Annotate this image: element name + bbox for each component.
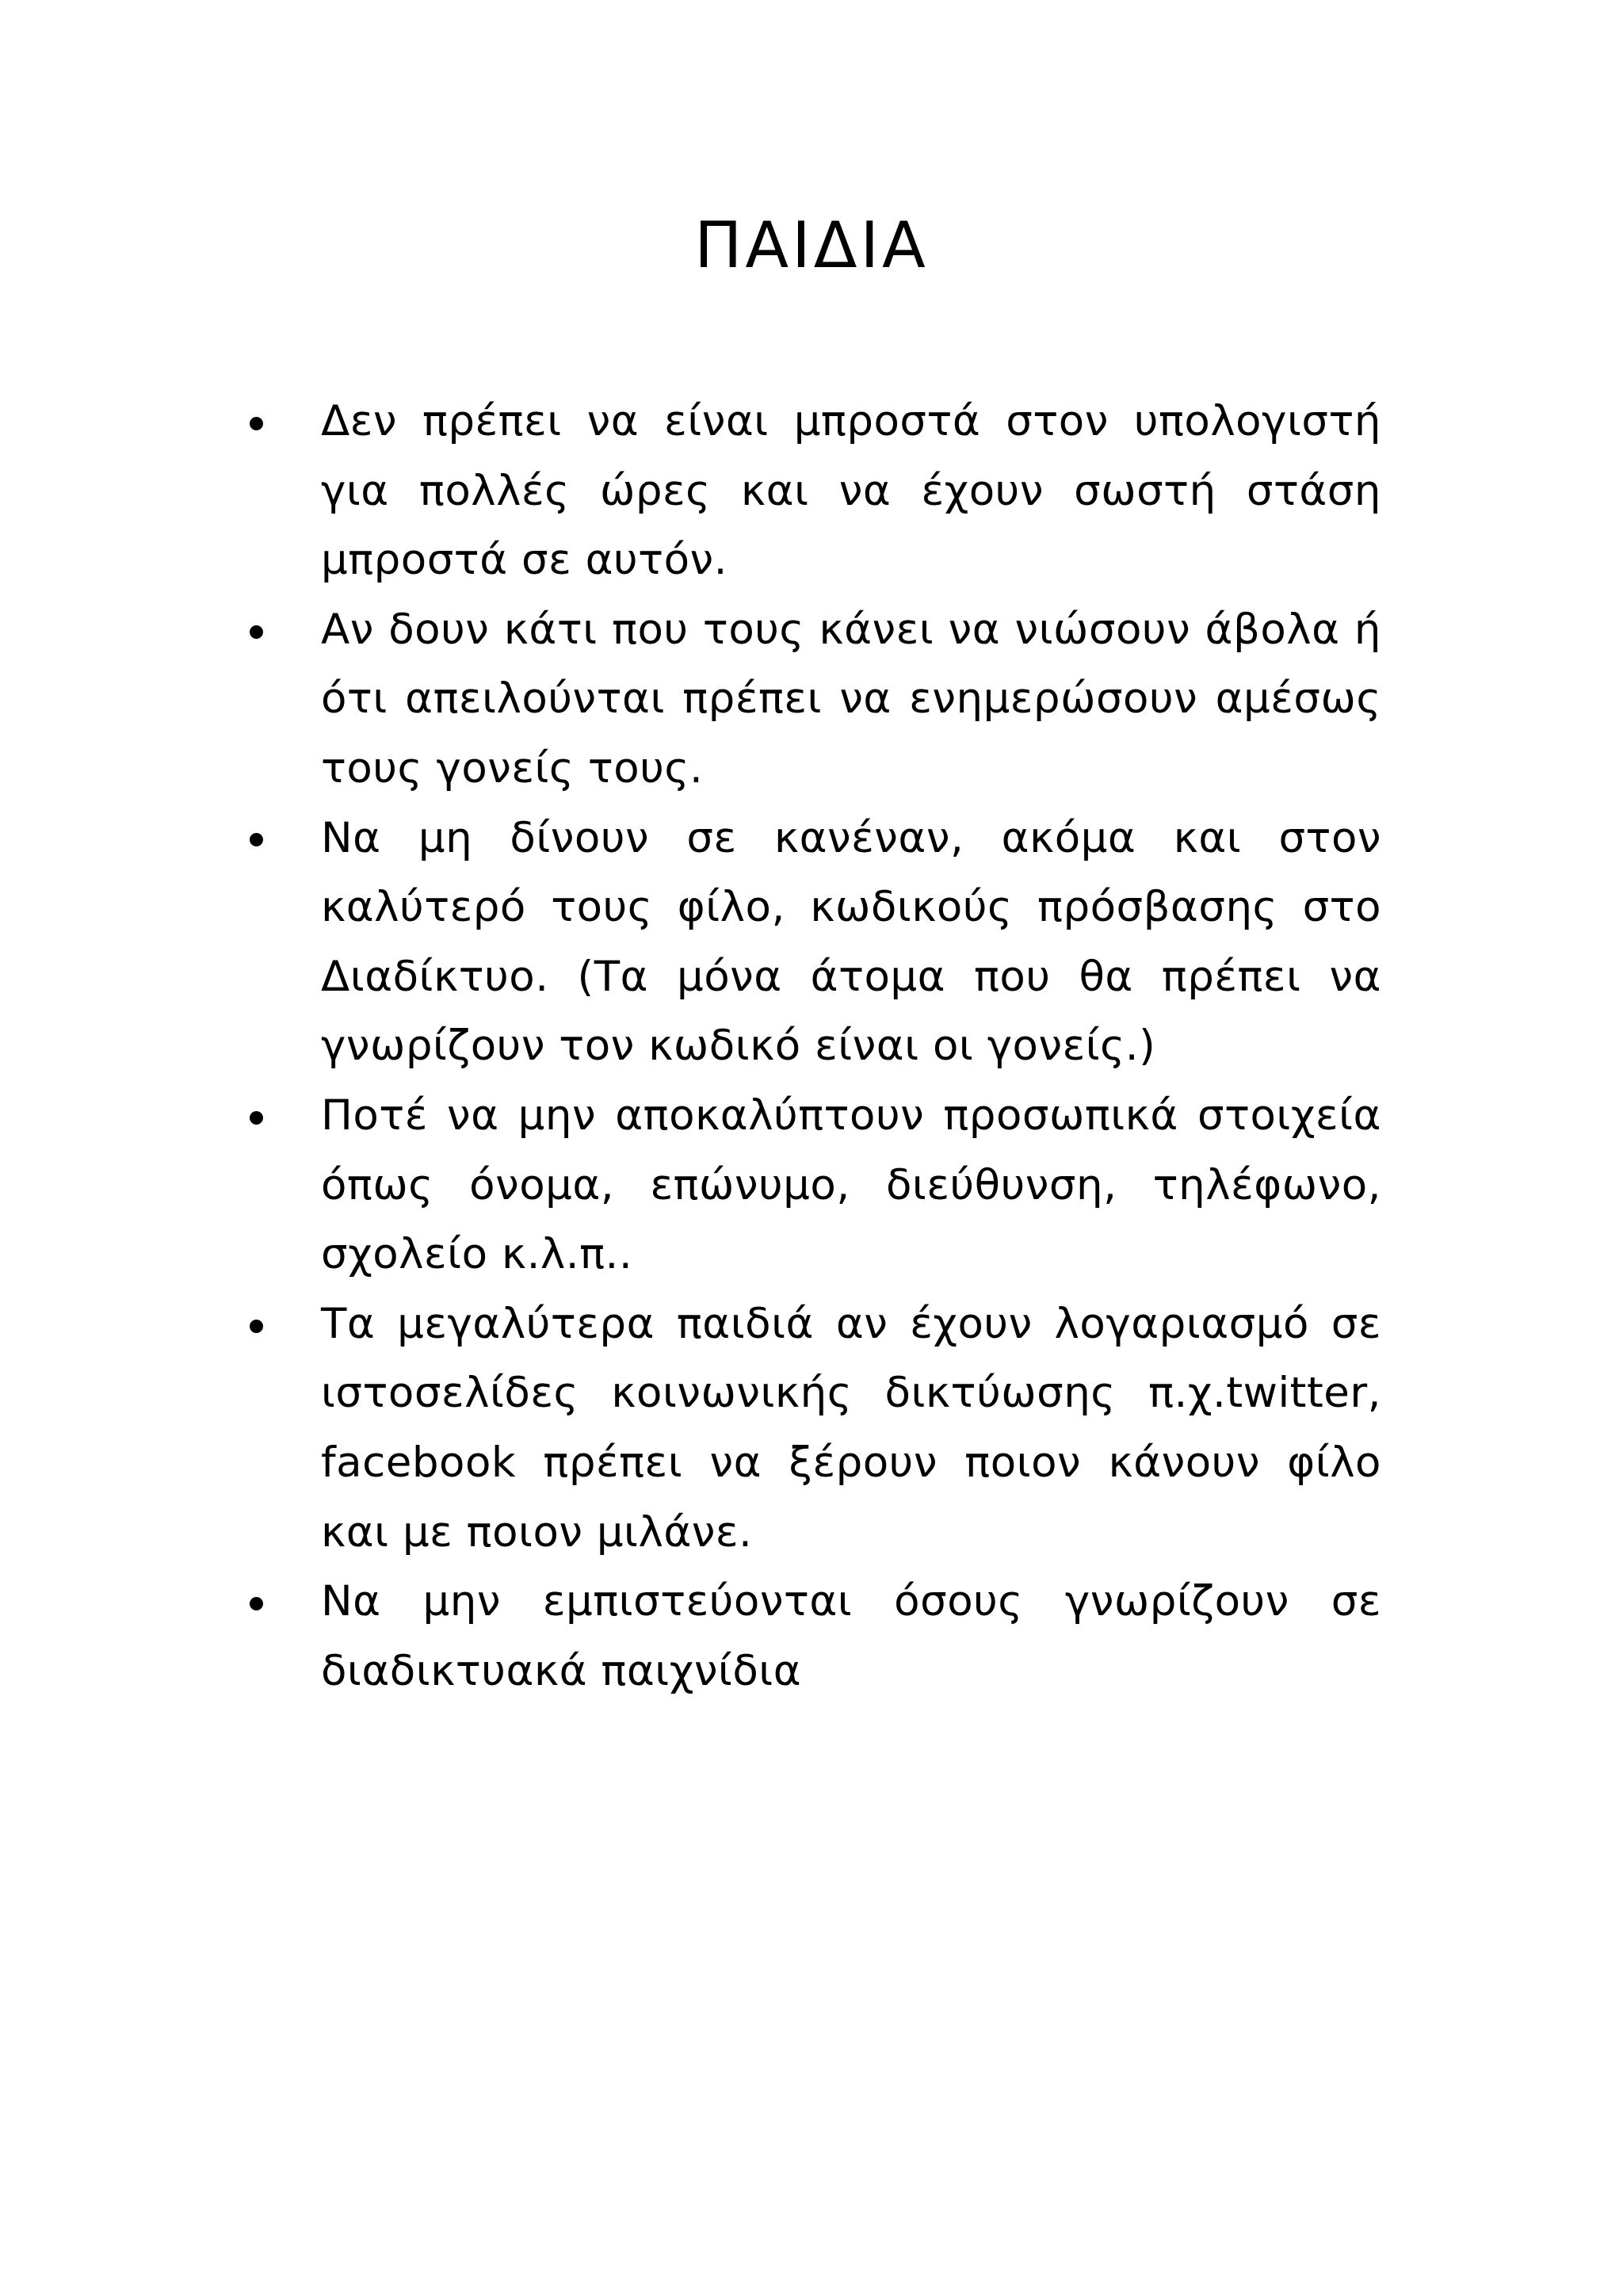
list-item-text: Τα μεγαλύτερα παιδιά αν έχουν λογαριασμό σε ιστοσελίδες κοινωνικής δικτύωσης π.χ.twitter, facebook πρέπει να ξέρουν ποιον κάνουν φίλο και με ποιον μιλάνε. <box>321 1299 1381 1557</box>
list-item <box>321 1081 1381 1289</box>
list-item-text: Να μην εμπιστεύονται όσους γνωρίζουν σε διαδικτυακά παιχνίδια <box>321 1577 1381 1695</box>
bullet-icon <box>246 804 265 873</box>
list-item-text: Δεν πρέπει να είναι μπροστά στον υπολογιστή για πολλές ώρες και να έχουν σωστή στάση μπροστά σε αυτόν. <box>321 397 1381 585</box>
bullet-icon <box>246 387 265 457</box>
bullet-icon <box>246 1567 265 1637</box>
list-item <box>321 595 1381 804</box>
bullet-icon <box>246 1289 265 1359</box>
list-item <box>321 804 1381 1081</box>
page-title: ΠΑΙΔΙΑ <box>694 208 929 282</box>
bullet-list <box>321 387 1381 1706</box>
bullet-icon <box>246 1081 265 1151</box>
list-item-text: Ποτέ να μην αποκαλύπτουν προσωπικά στοιχεία όπως όνομα, επώνυμο, διεύθυνση, τηλέφωνο, σχολείο κ.λ.π.. <box>321 1091 1381 1279</box>
list-item-text: Αν δουν κάτι που τους κάνει να νιώσουν άβολα ή ότι απειλούνται πρέπει να ενημερώσουν αμέσως τους γονείς τους. <box>321 605 1381 793</box>
list-item <box>321 1567 1381 1706</box>
bullet-icon <box>246 595 265 665</box>
list-item <box>321 387 1381 595</box>
list-item-text: Να μη δίνουν σε κανέναν, ακόμα και στον καλύτερό τους φίλο, κωδικούς πρόσβασης στο Διαδίκτυο. (Τα μόνα άτομα που θα πρέπει να γνωρίζουν τον κωδικό είναι οι γονείς.) <box>321 813 1381 1071</box>
list-item <box>321 1289 1381 1567</box>
